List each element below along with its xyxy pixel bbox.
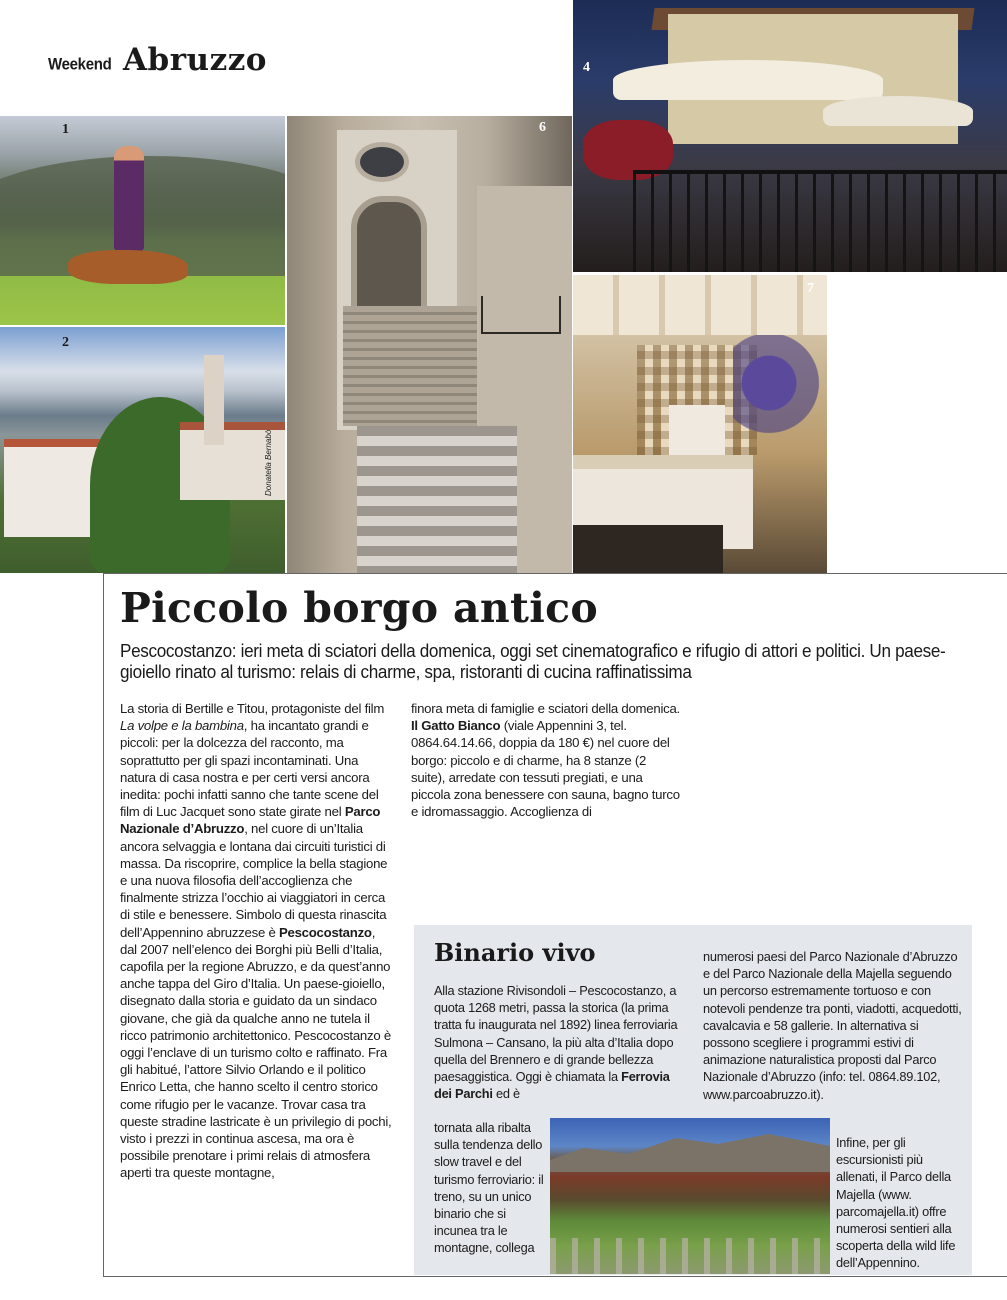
photo-village-landscape (0, 327, 285, 573)
box-text-1: Alla stazione Rivisondoli – Pescocostanzo, a quota 1268 metri, passa la storica (la prima tratta fu inaugurata nel 1892) linea ferroviaria Sulmona – Cansano, la più alta d’Italia dopo quella del Brennero e di grande bellezza paesaggistica. Oggi è chiamata la Ferrovia dei Parchi ed è (434, 983, 678, 1102)
photo-mountain-landscape (550, 1118, 830, 1274)
town-name: Pescocostanzo (278, 924, 372, 940)
article-subtitle: Pescocostanzo: ieri meta di sciatori della domenica, oggi set cinematografico e rifugio di attori e politici. Un paese-gioiello rinato al turismo: relais di charme, spa, ristoranti di cucina raffinatissima (120, 640, 946, 682)
frame-rule (103, 573, 1007, 574)
article-column-2: finora meta di famiglie e sciatori della domenica. Il Gatto Bianco (viale Appennini 3, tel. 0864.64.14.66, doppia da 180 €) nel cuore del borgo: piccolo e di charme, ha 8 stanze (2 suite), arredate con tessuti pregiati, e una piccola zona benessere con sauna, bagno turco e idromassaggio. Accoglienza di (411, 701, 680, 820)
photo-number: 6 (539, 120, 546, 135)
photo-girl-with-fox (0, 116, 285, 325)
film-title: La volpe e la bambina (120, 718, 244, 734)
park-name: Parco Nazionale d’Abruzzo (120, 804, 381, 837)
article-title: Piccolo borgo antico (120, 584, 598, 632)
photo-number: 4 (583, 60, 590, 75)
frame-rule (103, 573, 104, 1276)
section-title: Abruzzo (123, 42, 267, 78)
hotel-name: Il Gatto Bianco (411, 718, 501, 734)
photo-church-street (287, 116, 572, 573)
frame-rule (103, 1276, 1007, 1277)
photo-number: 7 (807, 281, 814, 296)
box-title: Binario vivo (434, 938, 596, 967)
photo-hotel-terrace (573, 0, 1007, 272)
box-text-4: Infine, per gli escursionisti più allenati, il Parco della Majella (www. parcomajella.it) offre numerosi sentieri alla scoperta della wild life dell’Appennino. (836, 1135, 956, 1271)
photo-credit: Donatella Bernabò (264, 429, 273, 496)
box-text-2: tornata alla ribalta sulla tendenza dello slow travel e del turismo ferroviario: il treno, su un unico binario che si incunea tra le montagne, collega (434, 1120, 544, 1256)
railway-name: Ferrovia dei Parchi (434, 1069, 670, 1102)
box-text-3: numerosi paesi del Parco Nazionale d’Abruzzo e del Parco Nazionale della Majella seguendo un percorso estremamente tortuoso e con notevoli pendenze tra ponti, viadotti, acquedotti, cavalcavia e 58 gallerie. In alternativa si possono scegliere i programmi estivi di animazione naturalistica proposti dal Parco Nazionale d’Abruzzo (info: tel. 0864.89.102, www.parcoabruzzo.it). (703, 949, 962, 1102)
photo-number: 2 (62, 335, 69, 350)
photo-hotel-bedroom (573, 275, 827, 573)
photo-number: 1 (62, 122, 69, 137)
article-column-1: La storia di Bertille e Titou, protagoniste del film La volpe e la bambina, ha incantato grandi e piccoli: per la dolcezza del racconto, ma soprattutto per gli spazi incontaminati. Una natura di casa nostra e per certi versi ancora inedita: pochi infatti sanno che tante scene del film di Luc Jacquet sono state girate nel Parco Nazionale d’Abruzzo, nel cuore di un’Italia ancora selvaggia e lontana dai circuiti turistici di massa. Da riscoprire, complice la bella stagione e una nuova filosofia dell’accoglienza che finalmente strizza l’occhio ai viaggiatori in cerca di stile e benessere. Simbolo di questa rinascita dell’Appennino abruzzese è Pescocostanzo, dal 2007 nell’elenco dei Borghi più Belli d’Italia, capofila per la regione Abruzzo, e da quest’anno anche tappa del Giro d’Italia. Un paese-gioiello, disegnato dalla storia e guidato da un sindaco giovane, che già da qualche anno ne tutela il ricco patrimonio architettonico. Pescocostanzo è oggi l’enclave di un turismo colto e raffinato. Fra gli habitué, l’attore Silvio Orlando e il politico Enrico Letta, che hanno scelto il centro storico come rifugio per le vacanze. Trovar casa tra queste stradine lastricate è un privilegio di pochi, visto i prezzi in continua ascesa, ma ora è possibile prenotare i primi relais di atmosfera aperti tra queste montagne, (120, 701, 392, 1181)
section-label: Weekend (48, 55, 112, 74)
